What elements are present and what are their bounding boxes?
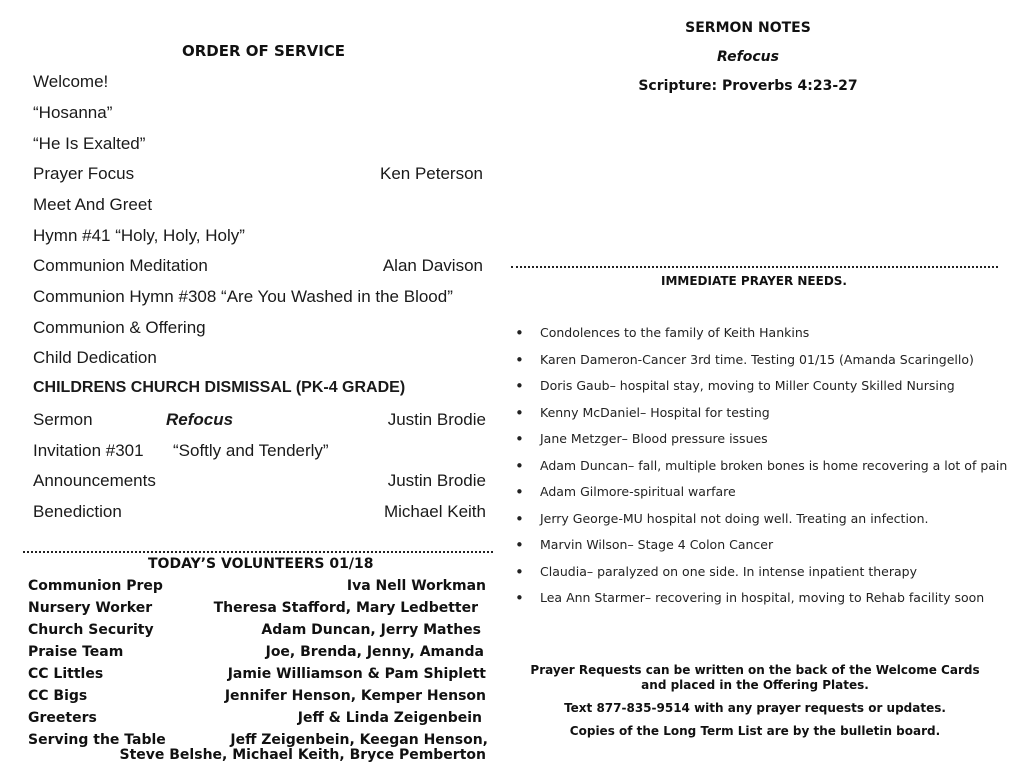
service-item-label: Communion & Offering [33, 318, 206, 337]
service-item [33, 318, 486, 342]
service-item [33, 72, 486, 96]
volunteer-names: Jeff Zeigenbein, Keegan Henson, [230, 732, 488, 748]
sermon-notes-subtitle: Refocus [717, 49, 779, 65]
service-item-label: Child Dedication [33, 348, 157, 367]
volunteer-row [28, 578, 486, 598]
volunteer-row [28, 622, 486, 642]
sermon-notes-scripture: Scripture: Proverbs 4:23-27 [638, 78, 858, 94]
service-item-label: Benediction [33, 502, 122, 521]
service-item-label: Invitation #301 [33, 441, 144, 460]
service-item-childrens-church [33, 379, 486, 403]
prayer-need-item: • Karen Dameron-Cancer 3rd time. Testing 01/15 (Amanda Scaringello) [515, 349, 1007, 376]
service-item [33, 471, 486, 495]
service-item-label: Communion Hymn #308 “Are You Washed in the Blood” [33, 287, 453, 306]
service-item [33, 502, 486, 526]
volunteer-names: Iva Nell Workman [346, 578, 486, 594]
service-item-label: Meet And Greet [33, 195, 153, 214]
service-item-sermon [33, 410, 486, 434]
volunteer-row [28, 666, 486, 686]
service-item-label: CHILDRENS CHURCH DISMISSAL (PK-4 GRADE) [33, 379, 406, 396]
service-item-leader: Alan Davison [382, 256, 483, 275]
volunteer-names: Jamie Williamson & Pam Shiplett [227, 666, 486, 682]
service-item-leader: Ken Peterson [379, 164, 483, 183]
volunteer-role: Church Security [28, 622, 154, 638]
prayer-need-item: • Doris Gaub– hospital stay, moving to Miller County Skilled Nursing [515, 375, 1007, 402]
service-item-label: Welcome! [33, 72, 109, 91]
service-item-label: Sermon [33, 410, 93, 429]
volunteer-row [28, 600, 486, 620]
prayer-needs-list [515, 322, 1007, 614]
service-item-label: Communion Meditation [33, 256, 208, 275]
service-item-leader: Michael Keith [383, 502, 486, 521]
volunteer-row [28, 688, 486, 708]
invitation-hymn-title: “Softly and Tenderly” [173, 441, 329, 460]
section-divider [23, 551, 493, 553]
service-item-label: Prayer Focus [33, 164, 135, 183]
service-item-label: Hymn #41 “Holy, Holy, Holy” [33, 226, 245, 245]
prayer-footer-text-number: Text 877-835-9514 with any prayer requests or updates. [564, 701, 946, 715]
service-item [33, 348, 486, 372]
volunteer-names: Adam Duncan, Jerry Mathes [261, 622, 481, 638]
service-item-label: Announcements [33, 471, 156, 490]
service-item [33, 441, 486, 465]
volunteers-title: TODAY’S VOLUNTEERS 01/18 [148, 556, 374, 572]
prayer-need-item: • Kenny McDaniel– Hospital for testing [515, 402, 1007, 429]
volunteer-role: CC Bigs [28, 688, 88, 704]
sermon-title: Refocus [166, 410, 234, 429]
sermon-notes-title: SERMON NOTES [685, 20, 811, 36]
prayer-need-item: • Lea Ann Starmer– recovering in hospital, moving to Rehab facility soon [515, 587, 1007, 614]
service-item [33, 164, 486, 188]
volunteer-role: Serving the Table [28, 732, 166, 748]
service-item [33, 226, 486, 250]
volunteer-names: Theresa Stafford, Mary Ledbetter [213, 600, 478, 616]
prayer-need-item: • Marvin Wilson– Stage 4 Colon Cancer [515, 534, 1007, 561]
volunteer-role: Communion Prep [28, 578, 163, 594]
volunteer-role: CC Littles [28, 666, 104, 682]
prayer-need-item: • Jane Metzger– Blood pressure issues [515, 428, 1007, 455]
service-item [33, 134, 486, 158]
prayer-footer-copies: Copies of the Long Term List are by the bulletin board. [569, 724, 941, 738]
volunteer-row [28, 644, 486, 664]
volunteer-names-continuation: Steve Belshe, Michael Keith, Bryce Pemberton [119, 747, 486, 763]
section-divider [511, 266, 998, 268]
service-item-label: “He Is Exalted” [33, 134, 146, 153]
prayer-need-item: • Claudia– paralyzed on one side. In intense inpatient therapy [515, 561, 1007, 588]
service-item-label: “Hosanna” [33, 103, 113, 122]
volunteer-role: Praise Team [28, 644, 124, 660]
prayer-need-item: • Adam Duncan– fall, multiple broken bones is home recovering a lot of pain [515, 455, 1007, 482]
volunteer-names: Jeff & Linda Zeigenbein [297, 710, 482, 726]
prayer-needs-title: IMMEDIATE PRAYER NEEDS. [661, 274, 847, 288]
prayer-footer-line2: and placed in the Offering Plates. [641, 678, 869, 692]
service-item-leader: Justin Brodie [387, 471, 486, 490]
volunteer-role: Nursery Worker [28, 600, 153, 616]
prayer-need-item: • Condolences to the family of Keith Hankins [515, 322, 1007, 349]
volunteer-names: Joe, Brenda, Jenny, Amanda [265, 644, 484, 660]
prayer-need-item: • Jerry George-MU hospital not doing well. Treating an infection. [515, 508, 1007, 535]
prayer-footer-line1: Prayer Requests can be written on the back of the Welcome Cards [530, 663, 980, 677]
service-item [33, 287, 486, 311]
volunteer-names: Jennifer Henson, Kemper Henson [224, 688, 486, 704]
service-item-leader: Justin Brodie [387, 410, 486, 429]
service-item [33, 256, 486, 280]
prayer-need-item: • Adam Gilmore-spiritual warfare [515, 481, 1007, 508]
service-item [33, 103, 486, 127]
order-of-service-title: ORDER OF SERVICE [182, 42, 346, 60]
volunteer-role: Greeters [28, 710, 97, 726]
service-item [33, 195, 486, 219]
volunteer-row [28, 710, 486, 730]
